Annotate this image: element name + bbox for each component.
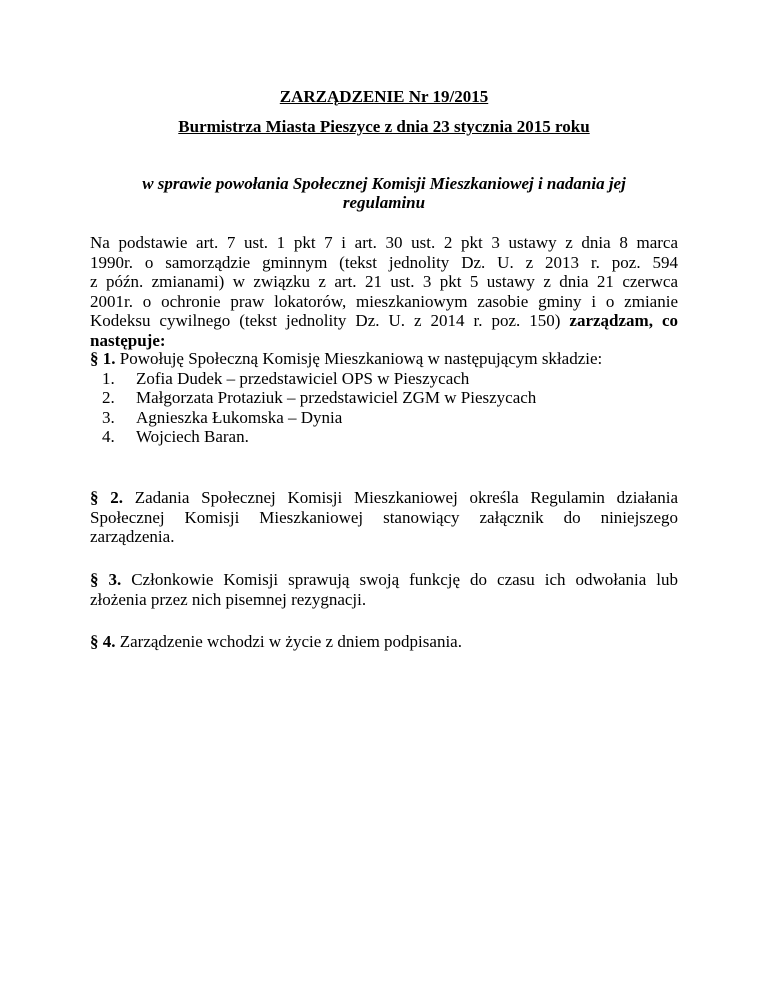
preamble-line-5-text: Kodeksu cywilnego (tekst jednolity Dz. U. z 2014 r. poz. 150) [90, 311, 561, 331]
subject-line-2: regulaminu [342, 193, 426, 212]
section-2-line-1 [90, 488, 678, 508]
list-item-number: 1. [102, 368, 115, 388]
preamble-line-6 [90, 331, 678, 351]
section-3-line-1 [90, 570, 678, 590]
section-3-line-2: złożenia przez nich pisemnej rezygnacji. [90, 589, 367, 609]
preamble-line-4: 2001r. o ochronie praw lokatorów, mieszkaniowym zasobie gminy i o zmianie [90, 291, 678, 311]
section-1-intro [90, 349, 678, 369]
subject-line-1: w sprawie powołania Społecznej Komisji Mieszkaniowej i nadania jej [142, 174, 626, 193]
section-3 [90, 570, 678, 609]
preamble-decree-bold: zarządzam, co [569, 311, 679, 331]
preamble-line-3: z późn. zmianami) w związku z art. 21 ust. 3 pkt 5 ustawy z dnia 21 czerwca [90, 272, 678, 292]
section-2-line-2: Społecznej Komisji Mieszkaniowej stanowiący załącznik do niniejszego [90, 507, 678, 527]
section-2-label: § 2. [90, 488, 123, 507]
list-item-number: 3. [102, 407, 115, 427]
section-3-line-1-text: Członkowie Komisji sprawują swoją funkcję do czasu ich odwołania lub [131, 570, 679, 589]
preamble-line-1: Na podstawie art. 7 ust. 1 pkt 7 i art. 30 ust. 2 pkt 3 ustawy z dnia 8 marca [90, 233, 678, 252]
list-item-text: Małgorzata Protaziuk – przedstawiciel ZGM w Pieszycach [136, 388, 537, 408]
preamble-line-5 [90, 311, 678, 331]
document-issuer: Burmistrza Miasta Pieszyce z dnia 23 stycznia 2015 roku [178, 117, 590, 136]
section-3-label: § 3. [90, 570, 122, 589]
section-1-label: § 1. [90, 349, 116, 368]
section-4-label: § 4. [90, 632, 116, 651]
preamble [90, 233, 678, 351]
preamble-line-2: 1990r. o samorządzie gminnym (tekst jednolity Dz. U. z 2013 r. poz. 594 [90, 252, 678, 272]
section-1-text: Powołuję Społeczną Komisję Mieszkaniową w następującym składzie: [119, 349, 603, 368]
section-4-line [90, 632, 678, 652]
list-item-number: 2. [102, 388, 115, 408]
list-item-number: 4. [102, 427, 115, 447]
section-4 [90, 632, 678, 652]
list-item [90, 388, 678, 408]
section-2-line-3: zarządzenia. [90, 527, 175, 547]
list-item-text: Zofia Dudek – przedstawiciel OPS w Pieszycach [136, 368, 470, 388]
preamble-follows-bold: następuje: [90, 330, 166, 350]
section-4-text: Zarządzenie wchodzi w życie z dniem podpisania. [119, 632, 462, 651]
section-2-line-1-text: Zadania Społecznej Komisji Mieszkaniowej określa Regulamin działania [134, 488, 678, 507]
section-1 [90, 349, 678, 447]
list-item [90, 369, 678, 389]
list-item-text: Wojciech Baran. [136, 427, 249, 447]
list-item-text: Agnieszka Łukomska – Dynia [136, 407, 343, 427]
members-list [90, 369, 678, 447]
list-item [90, 427, 678, 447]
document-subject [140, 174, 628, 212]
document-title: ZARZĄDZENIE Nr 19/2015 [279, 87, 489, 106]
section-2 [90, 488, 678, 547]
list-item [90, 408, 678, 428]
